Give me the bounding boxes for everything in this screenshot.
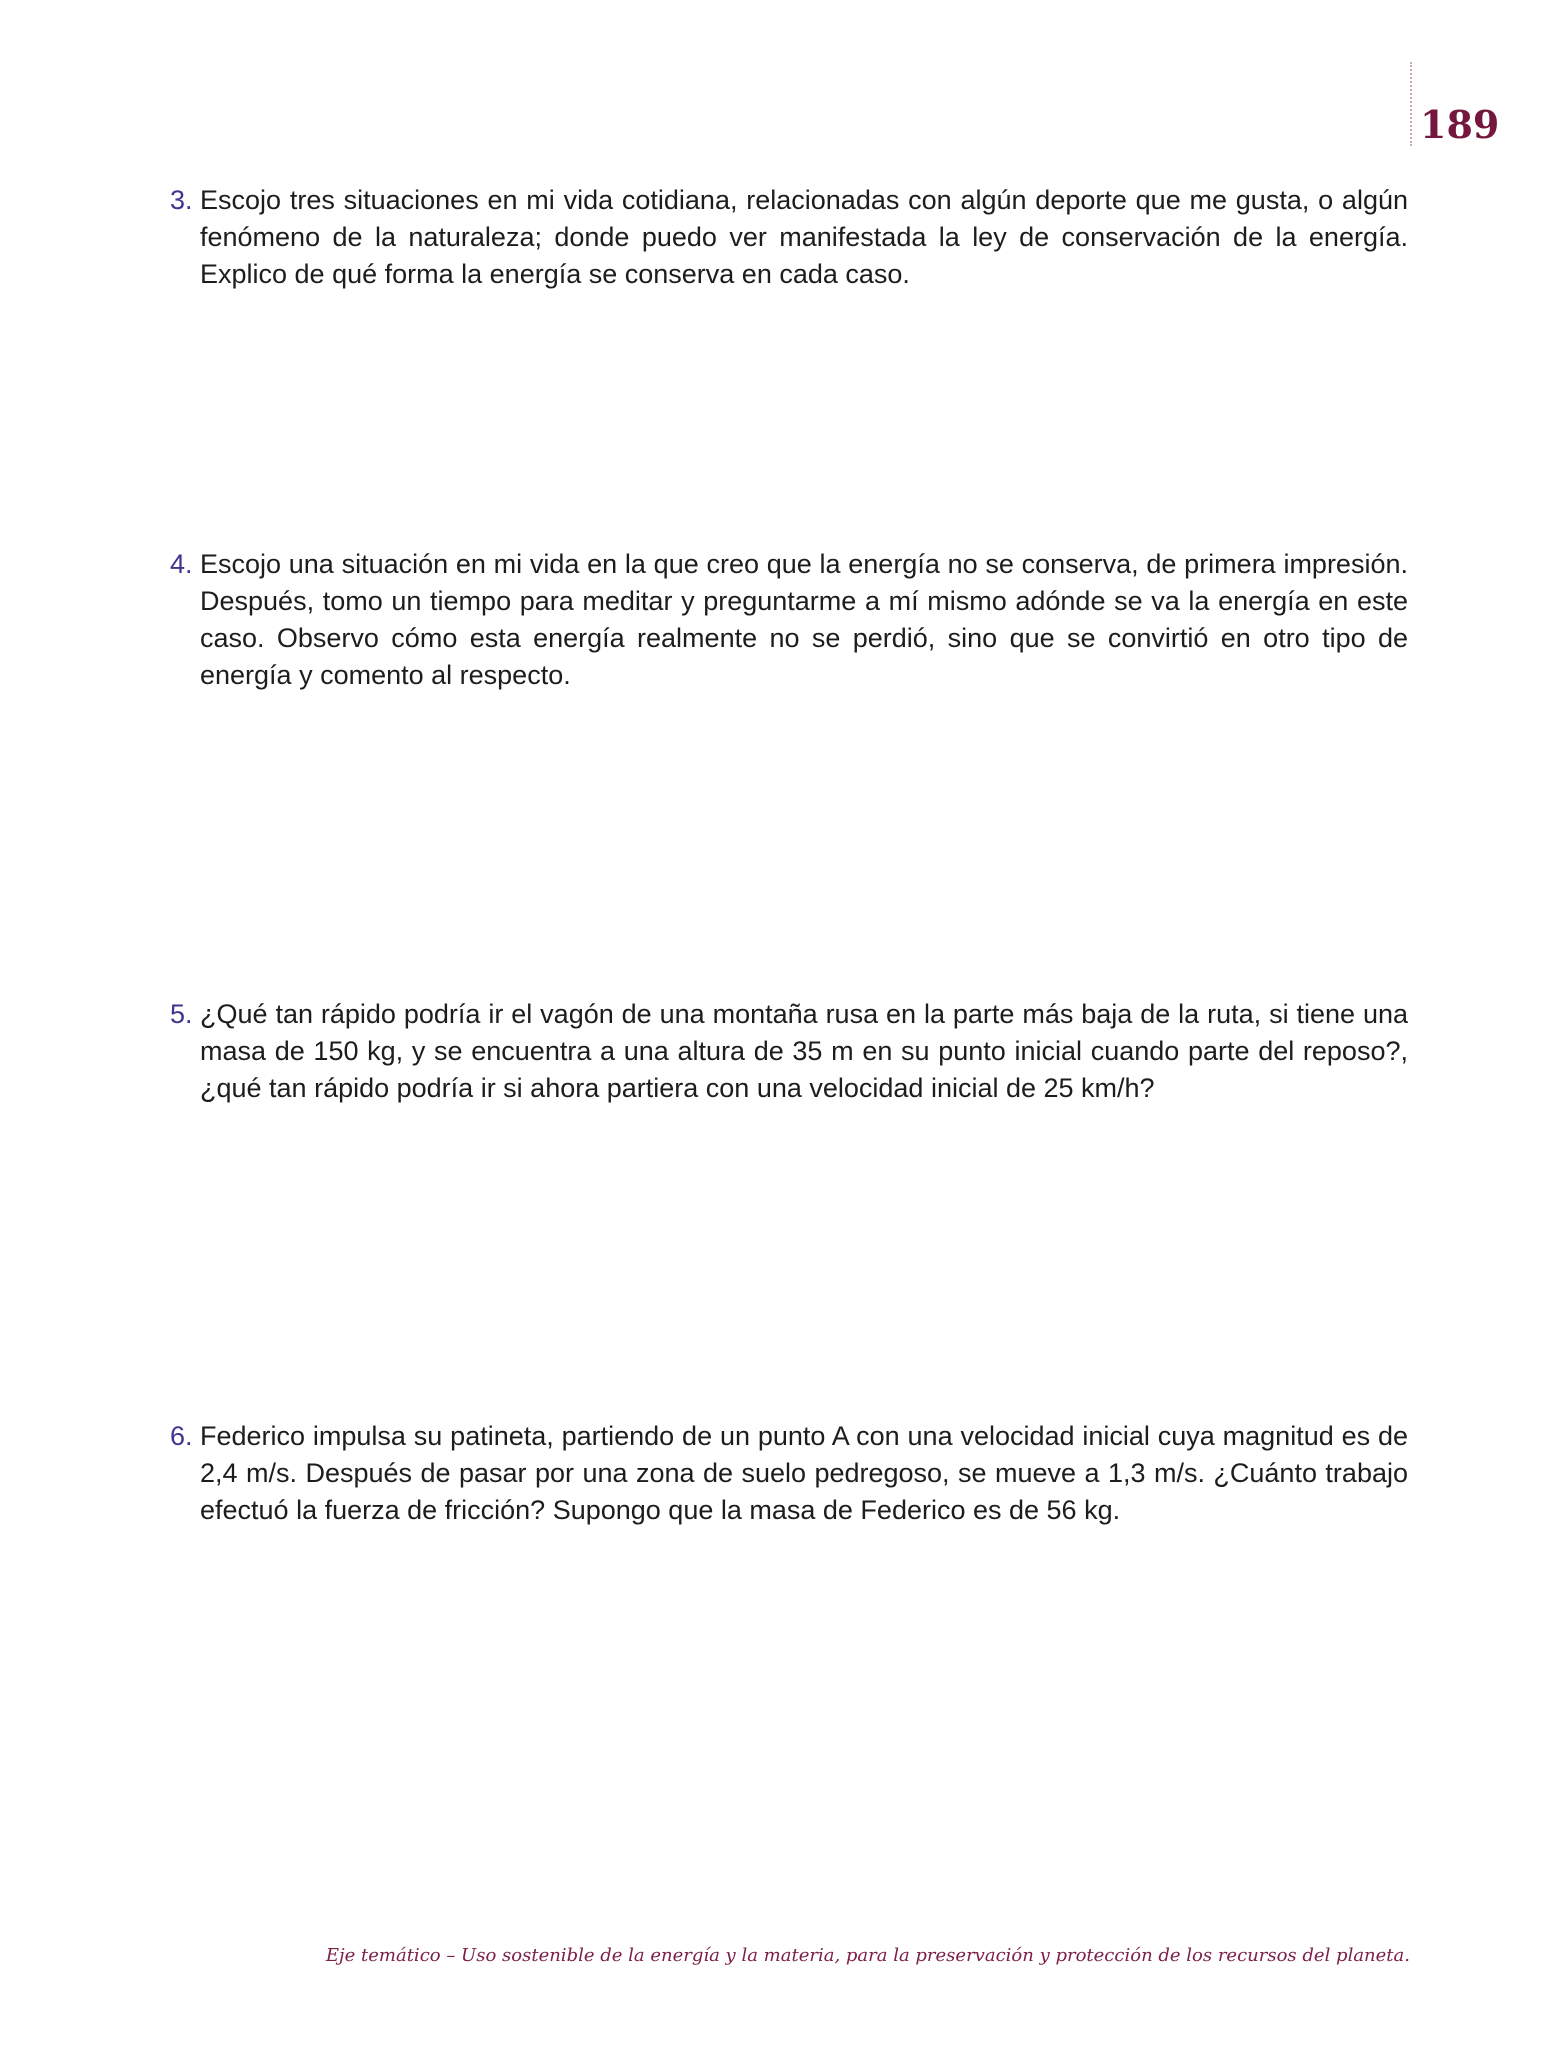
question-number: 4.	[170, 549, 193, 579]
question-4	[170, 546, 1408, 694]
question-number: 5.	[170, 999, 193, 1029]
question-6	[170, 1418, 1408, 1529]
question-text: Federico impulsa su patineta, partiendo de un punto A con una velocidad inicial cuya magnitud es de 2,4 m/s. Después de pasar por una zona de suelo pedregoso, se mueve a 1,3 m/s. ¿Cuánto trabajo efectuó la fuerza de fricción? Supongo que la masa de Federico es de 56 kg.	[200, 1421, 1408, 1525]
page-number-divider	[1410, 62, 1412, 146]
question-text: Escojo una situación en mi vida en la que creo que la energía no se conserva, de primera impresión. Después, tomo un tiempo para meditar y preguntarme a mí mismo adónde se va la energía en este caso. Observo cómo esta energía realmente no se perdió, sino que se convirtió en otro tipo de energía y comento al respecto.	[200, 549, 1408, 690]
question-text: ¿Qué tan rápido podría ir el vagón de una montaña rusa en la parte más baja de la ruta, si tiene una masa de 150 kg, y se encuentra a una altura de 35 m en su punto inicial cuando parte del reposo?, ¿qué tan rápido podría ir si ahora partiera con una velocidad inicial de 25 km/h?	[200, 999, 1408, 1103]
question-3	[170, 182, 1408, 293]
question-text: Escojo tres situaciones en mi vida cotidiana, relacionadas con algún deporte que me gusta, o algún fenómeno de la naturaleza; donde puedo ver manifestada la ley de conservación de la energía. Explico de qué forma la energía se conserva en cada caso.	[200, 185, 1408, 289]
question-number: 6.	[170, 1421, 193, 1451]
footer-thematic-axis: Eje temático – Uso sostenible de la energía y la materia, para la preservación y protección de los recursos del planeta.	[325, 1945, 1410, 1966]
page-number: 189	[1420, 102, 1500, 147]
question-number: 3.	[170, 185, 193, 215]
question-5	[170, 996, 1408, 1107]
